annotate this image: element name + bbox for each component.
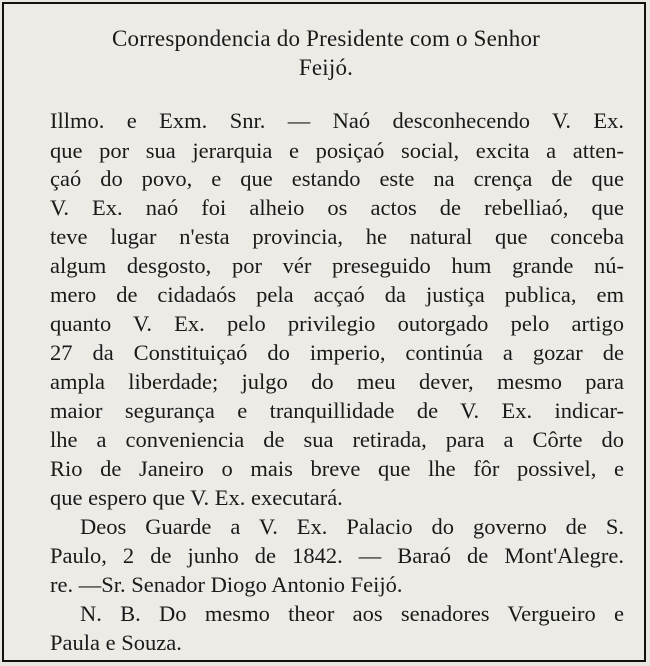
body-line-12: lhe a conveniencia de sua retirada, para a Côrte do [50, 427, 624, 452]
article-title [4, 24, 648, 82]
note-line-1: N. B. Do mesmo theor aos senadores Vergueiro e [80, 601, 624, 626]
title-line-2: Feijó. [298, 55, 354, 80]
body-line-2: que por sua jerarquia e posiçaó social, excita a atten- [50, 138, 624, 163]
body-line-4: V. Ex. naó foi alheio os actos de rebelliaó, que [50, 195, 624, 220]
closing-line-1: Deos Guarde a V. Ex. Palacio do governo de S. [80, 514, 624, 539]
body-line-5: teve lugar n'esta provincia, he natural que conceba [50, 224, 624, 249]
title-line-1: Correspondencia do Presidente com o Senhor [111, 26, 541, 51]
body-line-10: ampla liberdade; julgo do meu dever, mesmo para [50, 369, 624, 394]
newspaper-clipping [2, 2, 646, 662]
body-line-3: çaó do povo, e que estando este na crença de que [50, 166, 624, 191]
note-line-2: Paula e Souza. [50, 630, 182, 655]
body-line-8: quanto V. Ex. pelo privilegio outorgado pelo artigo [50, 311, 624, 336]
body-line-6: algum desgosto, por vér preseguido hum grande nú- [50, 253, 624, 278]
closing-line-3: re. —Sr. Senador Diogo Antonio Feijó. [50, 572, 403, 597]
body-line-14: que espero que V. Ex. executará. [50, 485, 343, 510]
closing-line-2: Paulo, 2 de junho de 1842. — Baraó de Mont'Alegre. [50, 543, 624, 568]
body-line-11: maior segurança e tranquillidade de V. Ex. indicar- [50, 398, 624, 423]
body-line-9: 27 da Constituiçaó do imperio, continúa a gozar de [50, 340, 624, 365]
body-line-7: mero de cidadaós pela acçaó da justiça publica, em [50, 282, 624, 307]
body-line-1: Illmo. e Exm. Snr. — Naó desconhecendo V. Ex. [50, 108, 624, 133]
body-line-13: Rio de Janeiro o mais breve que lhe fôr possivel, e [50, 456, 624, 481]
